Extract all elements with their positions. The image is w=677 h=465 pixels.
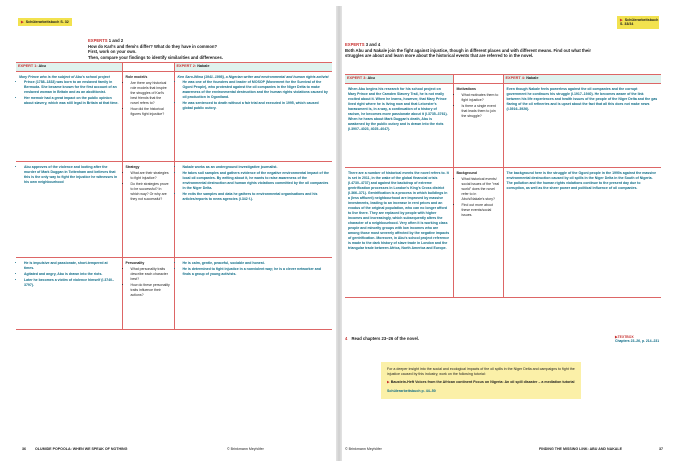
footer-left (22, 447, 327, 451)
abu-cell: • Abu approves of the violence and looting after the murder of Mark Duggan in Tottenham and believes that this is the only way to fight the injustice he witnesses in his own neighbourhood (16, 161, 122, 257)
table-row-motivations (345, 83, 661, 167)
table-row-strategy (16, 161, 332, 257)
expert-1-header: EXPERT 1: Abu (16, 63, 122, 71)
workbook-reference-tag-right: ▶ Schülerarbeitsbuch S. 33/34 (617, 16, 659, 29)
workbook-reference-tag-left: ▶ Schülerarbeitsbuch S. 32 (18, 18, 72, 26)
right-page (343, 6, 673, 461)
question-line: How do Karl's and Ifemi's differ? What do they have in common? (88, 43, 218, 49)
abu-cell: Mary Prince who is the subject of Abu's school project • Prince (1788–1833) was born to an enslaved family in Bermuda. She became known for the first account of an enslaved woman in Britain and as an abolitionist. • Her memoir had a great impact on the public opinion about slavery, which was still legal in Britain at that time. (16, 71, 122, 161)
footer-title: FINDING THE MISSING LINK: ABU AND NAKALE (539, 447, 622, 451)
arrow-right-icon: ▶ (21, 20, 24, 24)
nakale-cell: • He is calm, gentle, peaceful, sociable and honest. • He is determined to fight injustice in a nonviolent way; he is a clever networker and finds a group of young activists. (174, 257, 332, 329)
abu-cell: • He is impulsive and passionate, short-tempered at times. • Agitated and angry, Abu is drawn into the riots. • Later he becomes a victim of violence himself (l.3740–3797). (16, 257, 122, 329)
info-bullet: Baustein-Heft Voices from the African continent Focus on Nigeria: An oil spill disaster – a mediation tutorial (390, 380, 575, 385)
footer-copyright: © Brinkmann Meyhöfer (227, 447, 264, 451)
footer-copyright: © Brinkmann Meyhöfer (345, 447, 382, 451)
arrow-right-icon: ▶ (615, 335, 618, 339)
category-cell: Motivations • What motivates them to fight injustice? • Is there a single event that leads them to join the struggle? (453, 83, 503, 167)
exercise-header-right (345, 42, 595, 59)
comparison-table-right (345, 74, 661, 298)
footer-title: OLUMIDE POPOOLA: WHEN WE SPEAK OF NOTHING (35, 447, 128, 451)
category-cell: Strategy • What are their strategies to fight injustice? • Do their strategies prove to be successful? In which way? Or why are they not successful? (122, 161, 174, 257)
book-gutter (336, 6, 342, 461)
task-text: Read chapters 23–26 of the novel. (351, 336, 420, 341)
nakale-cell: • Nakale works as an underground investigative journalist. • He takes soil samples and gathers evidence of the negative environmental impact of the local oil companies. By writing about it, he wants to raise awareness of the environmental destruction and human rights violations committed by the oil companies in the Niger Delta. • He exits the samples and data he gathers to environmental organisations and his articles/reports to news agencies (l.342 f.). (174, 161, 332, 257)
abu-cell: When Abu begins his research for his school project on Mary Prince and the Camden Slavery Trail, he is not really excited about it. When he learns, however, that Mary Prince lived right where he is living now and that Leicester's harassment is, in a way, a continuation of a history of racism, he becomes more passionate about it (l.3735–3761). When he hears about Mark Duggan's death, Abu is awakened by the public outcry and is drawn into the riots (l.3907–4023, 4025–4047). (345, 83, 453, 167)
info-box (381, 362, 581, 399)
exercise-label: EXPERTS (88, 38, 108, 43)
nakale-cell: Ken Saro-Wiwa (1941–1995), a Nigerian writer and environmental and human rights activist • He was one of the founders and leader of MOSOP (Movement for the Survival of the Ogoni People), who protested against the oil companies in the Niger Delta to make awareness of the environmental destruction and the human rights violations caused by oil production in Ogoniland. • He was sentenced to death without a fair trial and executed in 1995, which caused global public outcry. (174, 71, 332, 161)
table-row-personality (16, 257, 332, 329)
page-number: 36 (22, 447, 26, 451)
exercise-numbers: 1 and 2 (108, 38, 124, 43)
category-cell: Background • What historical events/ social issues of the "real world" does the novel refer to in Abu's/Nakale's story? • Find out more about these events/social issues. (453, 167, 503, 297)
comparison-table-left (16, 62, 332, 330)
info-reference: Schülerarbeitsbuch p. 44–50 (387, 388, 436, 393)
question-line: Then, compare your findings to identify similarities and differences. (88, 55, 223, 61)
expert-2-header: EXPERT 2: Nakale (175, 63, 333, 71)
expert-4-header: EXPERT 4: Nakale (504, 75, 662, 83)
nakale-cell: Even though Nakale feels powerless against the oil companies and the corrupt government he continues his struggle (l.1917–1940). He becomes aware of the link between his life experiences and health issues of the people of the Niger Delta and the gas flaring of the oil refineries and is upset about the fact that all this does not make news (l.3916–3926). (503, 83, 661, 167)
textbox-reference: ▶TEXTBOX Chapters 23–26, p. 214–231 (615, 335, 660, 344)
category-cell: Role model/s • Are there any historical role models that inspire the struggles of Karl's best friends that the novel refers to? • How did the historical figures fight injustice? (122, 71, 174, 161)
task-4 (345, 336, 585, 341)
exercise-label: EXPERTS (345, 42, 365, 47)
left-page (4, 6, 334, 461)
expert-3-header: EXPERT 3: Abu (345, 75, 453, 83)
category-cell: Personality • What personality traits describe each character best? • How do these personality traits influence their actions? (122, 257, 174, 329)
abu-cell: There are a number of historical events the novel refers to. It is set in 2011, in the wake of the global financial crisis (l.4730–4737) and against the backdrop of extreme gentrification processes in London's King's Cross district (l.366–371). Gentrification is a process in which buildings in a (less affluent) neighbourhood are improved by massive investments, leading to an increase in rent prices and an exodus of the original population, who can no longer afford to live there. They are replaced by people with higher incomes and increasingly, which subsequently alters the character of a neighbourhood. Very often it is working class people and minority groups with low incomes who are among those most severely affected by the negative impacts of gentrification. Moreover, in Abu's school project reference is made to the dark history of slave trade in London and the triangular trade between Africa, North America and Europe. (345, 167, 453, 297)
exercise-numbers: 3 and 4 (365, 42, 381, 47)
footer-right (345, 447, 663, 451)
task-number: 4 (345, 336, 348, 341)
arrow-right-icon: ▶ (620, 18, 623, 22)
arrow-right-icon: ▶ (387, 380, 391, 385)
nakale-cell: The background here is the struggle of the Ogoni people in the 1990s against the massive environmental destruction caused by oil spills in the Niger Delta in the South of Nigeria. The pollution and the human rights violations continue to the present day due to corruption, as well as the sheer power and political influence of oil companies. (503, 167, 661, 297)
page-number: 37 (659, 447, 663, 451)
question-line: First, work on your own. (88, 49, 137, 55)
exercise-header-left (88, 38, 318, 61)
info-paragraph: For a deeper insight into the social and ecological impacts of the oil spills in the Niger Delta and campaigns to fight the injustice caused by this industry, work on the following tutorial: (387, 367, 575, 377)
question-text: Both Abu and Nakale join the fight against injustice, though in different places and with different means. Find out what their struggles are about and learn more about the historical events that are referred to in the novel. (345, 47, 591, 59)
table-row-background (345, 167, 661, 297)
table-row-role-models (16, 71, 332, 161)
